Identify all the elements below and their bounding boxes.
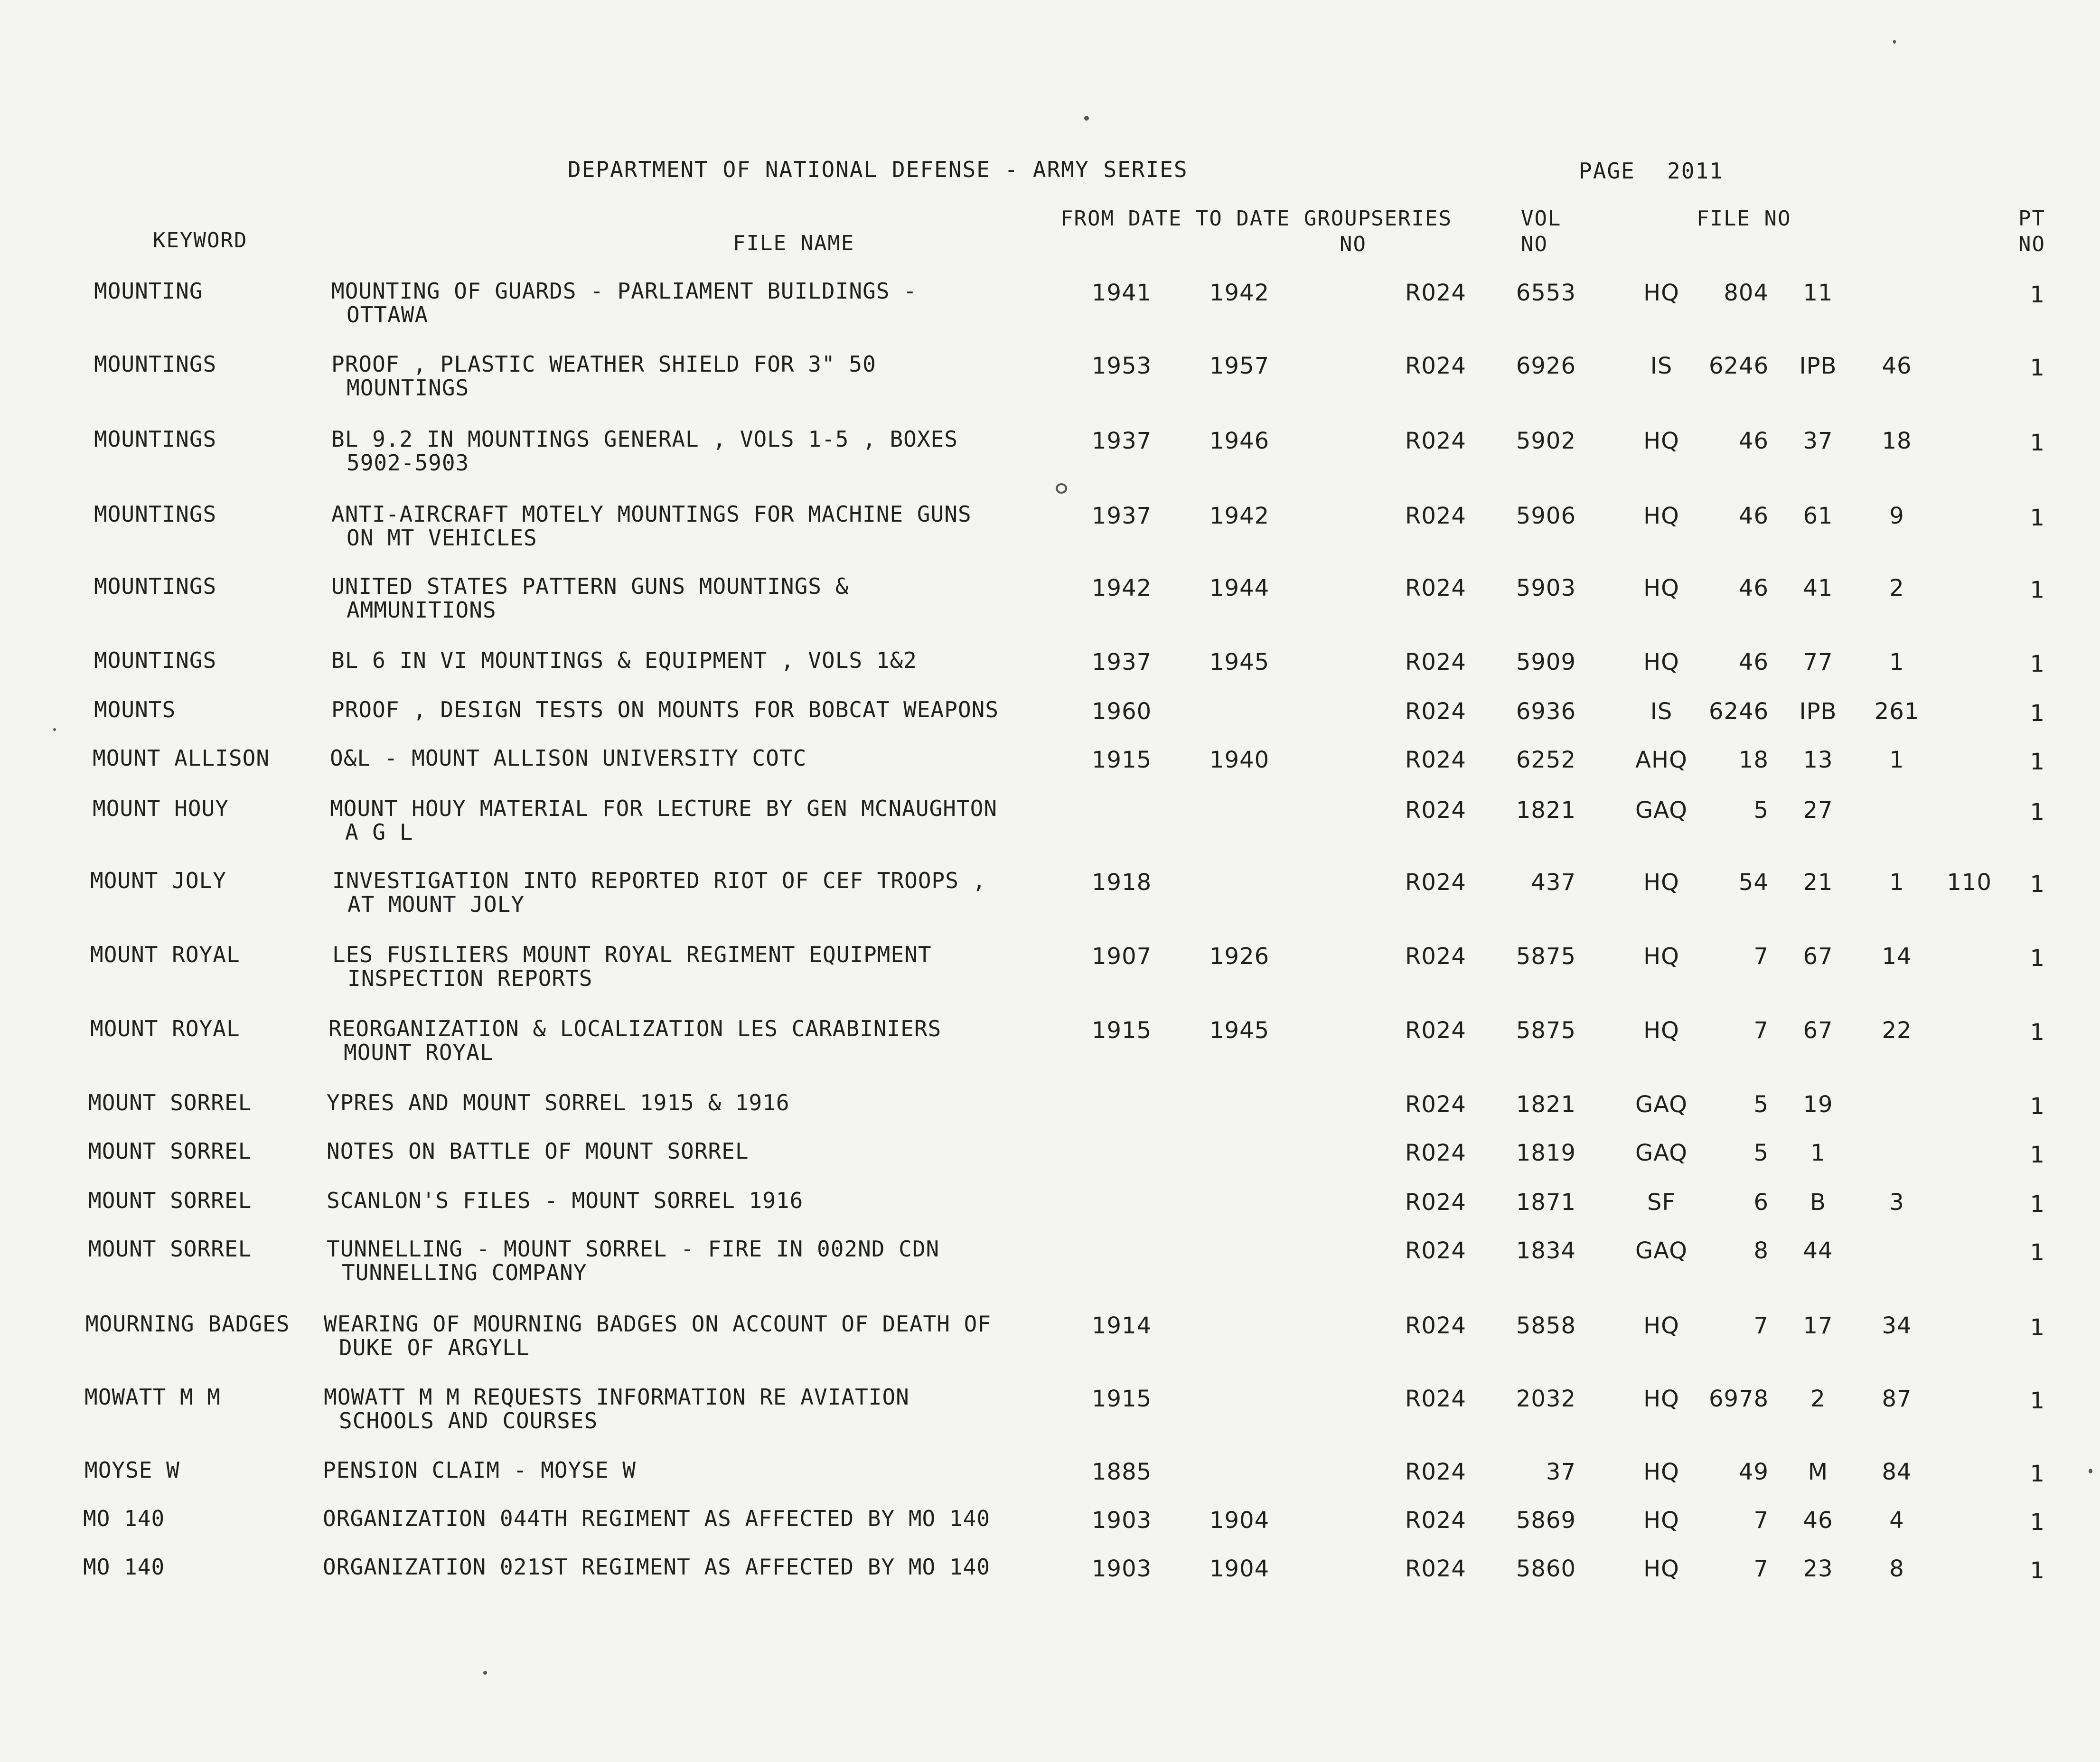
file-sub2-cell: 14	[1882, 943, 1912, 970]
from-date-cell: 1941	[1092, 280, 1152, 306]
file-prefix-cell: HQ	[1643, 1017, 1679, 1044]
keyword-cell: MOUNTINGS	[94, 647, 217, 673]
file-name-line-2: ON MT VEHICLES	[347, 525, 537, 551]
file-name-line-2: MOUNT ROYAL	[344, 1040, 494, 1065]
header-vol-no: NO	[1521, 232, 1548, 256]
to-date-cell: 1957	[1209, 353, 1270, 379]
from-date-cell: 1960	[1092, 698, 1152, 725]
document-title: DEPARTMENT OF NATIONAL DEFENSE - ARMY SERIES	[568, 157, 1188, 182]
file-sub2-cell: 22	[1882, 1017, 1912, 1044]
volume-cell: 5875	[1516, 943, 1576, 970]
series-cell: R024	[1405, 1507, 1466, 1534]
series-cell: R024	[1405, 1237, 1466, 1264]
series-cell: R024	[1405, 943, 1466, 970]
file-sub2-cell: 46	[1882, 353, 1912, 379]
part-no-cell: 1	[2030, 1314, 2045, 1341]
file-name-line-1: UNITED STATES PATTERN GUNS MOUNTINGS &	[331, 573, 849, 599]
file-name-line-1: PROOF , DESIGN TESTS ON MOUNTS FOR BOBCAT WEAPONS	[331, 697, 999, 722]
to-date-cell: 1940	[1209, 747, 1270, 773]
keyword-cell: MOUNTS	[94, 697, 176, 722]
part-no-cell: 1	[2030, 749, 2045, 775]
keyword-cell: MOUNTINGS	[94, 426, 217, 452]
file-sub2-cell: 9	[1889, 503, 1904, 529]
file-sub-cell: 1	[1810, 1140, 1826, 1166]
file-no-cell: 5	[1753, 797, 1769, 824]
from-date-cell: 1937	[1092, 649, 1152, 675]
keyword-cell: MOUNT ROYAL	[90, 942, 240, 967]
file-no-cell: 6246	[1709, 698, 1769, 725]
part-no-cell: 1	[2030, 1142, 2045, 1168]
file-sub-cell: 61	[1803, 503, 1833, 529]
file-no-cell: 7	[1753, 1312, 1769, 1339]
part-no-cell: 1	[2030, 1461, 2045, 1487]
file-no-cell: 6246	[1709, 353, 1769, 379]
file-name-line-1: REORGANIZATION & LOCALIZATION LES CARABINIERS	[328, 1016, 942, 1041]
from-date-cell: 1937	[1092, 503, 1152, 529]
header-group-no: NO	[1340, 232, 1367, 256]
to-date-cell: 1944	[1209, 575, 1270, 601]
from-date-cell: 1942	[1092, 575, 1152, 601]
file-sub-cell: 13	[1803, 747, 1833, 773]
keyword-cell: MOUNTINGS	[94, 501, 217, 527]
part-no-cell: 1	[2030, 700, 2045, 727]
keyword-cell: MOURNING BADGES	[85, 1311, 290, 1337]
to-date-cell: 1946	[1209, 428, 1270, 454]
from-date-cell: 1915	[1092, 747, 1152, 773]
series-cell: R024	[1405, 1459, 1466, 1485]
file-sub2-cell: 2	[1889, 575, 1904, 601]
file-no-cell: 54	[1738, 869, 1769, 896]
file-sub-cell: 21	[1803, 869, 1833, 896]
series-cell: R024	[1405, 1386, 1466, 1412]
to-date-cell: 1942	[1209, 280, 1270, 306]
keyword-cell: MO 140	[83, 1506, 165, 1531]
file-prefix-cell: GAQ	[1635, 1237, 1688, 1264]
file-name-line-2: OTTAWA	[347, 302, 429, 328]
part-no-cell: 1	[2030, 355, 2045, 381]
file-name-line-1: NOTES ON BATTLE OF MOUNT SORREL	[327, 1138, 749, 1164]
keyword-cell: MOUNT JOLY	[90, 868, 226, 893]
file-sub-cell: 37	[1803, 428, 1833, 454]
from-date-cell: 1937	[1092, 428, 1152, 454]
volume-cell: 5902	[1516, 428, 1576, 454]
part-no-cell: 1	[2030, 577, 2045, 603]
file-name-line-1: YPRES AND MOUNT SORREL 1915 & 1916	[327, 1090, 790, 1115]
file-sub-cell: 17	[1803, 1312, 1833, 1339]
file-name-line-2: 5902-5903	[347, 450, 469, 476]
file-name-line-1: BL 6 IN VI MOUNTINGS & EQUIPMENT , VOLS 1&2	[331, 647, 917, 673]
series-cell: R024	[1405, 575, 1466, 601]
file-no-cell: 46	[1738, 503, 1769, 529]
series-cell: R024	[1405, 1189, 1466, 1216]
volume-cell: 5860	[1516, 1556, 1576, 1582]
file-prefix-cell: IS	[1650, 698, 1673, 725]
series-cell: R024	[1405, 698, 1466, 725]
file-sub2-cell: 34	[1882, 1312, 1912, 1339]
volume-cell: 6553	[1516, 280, 1576, 306]
series-cell: R024	[1405, 1091, 1466, 1118]
header-pt-no: NO	[2018, 232, 2045, 256]
file-prefix-cell: HQ	[1643, 943, 1679, 970]
file-sub2-cell: 18	[1882, 428, 1912, 454]
file-prefix-cell: HQ	[1643, 649, 1679, 675]
keyword-cell: MOUNT SORREL	[88, 1138, 252, 1164]
file-name-line-1: ANTI-AIRCRAFT MOTELY MOUNTINGS FOR MACHINE GUNS	[331, 501, 972, 527]
file-name-line-1: WEARING OF MOURNING BADGES ON ACCOUNT OF DEATH OF	[324, 1311, 992, 1337]
file-no-cell: 46	[1738, 649, 1769, 675]
from-date-cell: 1885	[1092, 1459, 1152, 1485]
series-cell: R024	[1405, 428, 1466, 454]
part-no-cell: 1	[2030, 945, 2045, 972]
scan-speck	[1084, 116, 1089, 121]
series-cell: R024	[1405, 353, 1466, 379]
file-sub-cell: M	[1808, 1459, 1828, 1485]
file-sub-cell: 2	[1810, 1386, 1826, 1412]
file-name-line-1: ORGANIZATION 044TH REGIMENT AS AFFECTED BY MO 140	[323, 1506, 991, 1531]
header-vol: VOL	[1521, 206, 1562, 231]
volume-cell: 1834	[1516, 1237, 1576, 1264]
file-sub-cell: 11	[1803, 280, 1833, 306]
from-date-cell: 1914	[1092, 1312, 1152, 1339]
file-name-line-2: A G L	[345, 819, 413, 845]
volume-cell: 1821	[1516, 1091, 1576, 1118]
file-prefix-cell: HQ	[1643, 1312, 1679, 1339]
file-prefix-cell: HQ	[1643, 1459, 1679, 1485]
from-date-cell: 1907	[1092, 943, 1152, 970]
part-no-cell: 1	[2030, 281, 2045, 308]
volume-cell: 5906	[1516, 503, 1576, 529]
keyword-cell: MOWATT M M	[84, 1384, 221, 1410]
file-no-cell: 18	[1738, 747, 1769, 773]
file-prefix-cell: HQ	[1643, 575, 1679, 601]
file-sub2-cell: 4	[1889, 1507, 1904, 1534]
header-from-to-group: FROM DATE TO DATE GROUP	[1060, 206, 1372, 231]
file-no-cell: 6978	[1709, 1386, 1769, 1412]
volume-cell: 6936	[1516, 698, 1576, 725]
file-sub2-cell: 87	[1882, 1386, 1912, 1412]
volume-cell: 1821	[1516, 797, 1576, 824]
header-pt: PT	[2018, 206, 2045, 231]
file-name-line-1: PENSION CLAIM - MOYSE W	[323, 1457, 636, 1483]
file-sub2-cell: 3	[1889, 1189, 1904, 1216]
scan-speck	[2089, 1469, 2092, 1473]
header-file-name: FILE NAME	[733, 231, 855, 255]
volume-cell: 1871	[1516, 1189, 1576, 1216]
file-no-cell: 7	[1753, 1017, 1769, 1044]
file-no-cell: 804	[1724, 280, 1769, 306]
keyword-cell: MOUNT ROYAL	[90, 1016, 240, 1041]
volume-cell: 437	[1531, 869, 1576, 896]
file-sub2-cell: 8	[1889, 1556, 1904, 1582]
file-name-line-2: TUNNELLING COMPANY	[342, 1260, 587, 1285]
part-no-cell: 1	[2030, 505, 2045, 531]
file-no-cell: 49	[1738, 1459, 1769, 1485]
volume-cell: 5869	[1516, 1507, 1576, 1534]
volume-cell: 5875	[1516, 1017, 1576, 1044]
file-sub-cell: B	[1810, 1189, 1826, 1216]
to-date-cell: 1904	[1209, 1507, 1270, 1534]
keyword-cell: MOUNT ALLISON	[93, 745, 270, 771]
scan-speck	[53, 728, 56, 731]
to-date-cell: 1942	[1209, 503, 1270, 529]
file-sub-cell: IPB	[1799, 698, 1837, 725]
from-date-cell: 1903	[1092, 1507, 1152, 1534]
page-number: 2011	[1667, 158, 1724, 184]
header-file-no: FILE NO	[1697, 206, 1791, 231]
series-cell: R024	[1405, 869, 1466, 896]
file-name-line-1: TUNNELLING - MOUNT SORREL - FIRE IN 002ND CDN	[327, 1236, 940, 1262]
keyword-cell: MOYSE W	[84, 1457, 180, 1483]
keyword-cell: MOUNTINGS	[94, 351, 217, 377]
header-keyword: KEYWORD	[153, 228, 248, 253]
file-name-line-2: SCHOOLS AND COURSES	[339, 1408, 598, 1434]
volume-cell: 5858	[1516, 1312, 1576, 1339]
file-sub-cell: 27	[1803, 797, 1833, 824]
part-no-cell: 1	[2030, 1191, 2045, 1218]
file-name-line-2: AT MOUNT JOLY	[347, 891, 525, 917]
to-date-cell: 1945	[1209, 1017, 1270, 1044]
file-sub2-cell: 1	[1889, 747, 1904, 773]
file-sub-cell: 41	[1803, 575, 1833, 601]
series-cell: R024	[1405, 280, 1466, 306]
scan-speck	[483, 1671, 487, 1675]
from-date-cell: 1918	[1092, 869, 1152, 896]
page-label: PAGE	[1579, 158, 1635, 184]
file-sub-cell: 77	[1803, 649, 1833, 675]
from-date-cell: 1915	[1092, 1386, 1152, 1412]
file-sub-cell: 67	[1803, 943, 1833, 970]
series-cell: R024	[1405, 503, 1466, 529]
file-prefix-cell: HQ	[1643, 1386, 1679, 1412]
file-prefix-cell: HQ	[1643, 428, 1679, 454]
from-date-cell: 1903	[1092, 1556, 1152, 1582]
from-date-cell: 1953	[1092, 353, 1152, 379]
series-cell: R024	[1405, 797, 1466, 824]
file-name-line-2: INSPECTION REPORTS	[347, 965, 593, 991]
scan-speck	[1056, 483, 1067, 494]
series-cell: R024	[1405, 747, 1466, 773]
keyword-cell: MOUNT SORREL	[88, 1236, 252, 1262]
file-name-line-1: MOUNT HOUY MATERIAL FOR LECTURE BY GEN MCNAUGHTON	[330, 796, 998, 821]
series-cell: R024	[1405, 1017, 1466, 1044]
file-prefix-cell: HQ	[1643, 1507, 1679, 1534]
series-cell: R024	[1405, 1556, 1466, 1582]
file-name-line-2: AMMUNITIONS	[347, 597, 497, 623]
file-prefix-cell: HQ	[1643, 869, 1679, 896]
part-no-cell: 1	[2030, 651, 2045, 677]
header-series: SERIES	[1371, 206, 1452, 231]
to-date-cell: 1926	[1209, 943, 1270, 970]
keyword-cell: MOUNTING	[94, 278, 203, 304]
file-name-line-1: INVESTIGATION INTO REPORTED RIOT OF CEF TROOPS ,	[332, 868, 986, 893]
file-no-cell: 7	[1753, 943, 1769, 970]
part-no-cell: 1	[2030, 430, 2045, 456]
file-prefix-cell: GAQ	[1635, 1091, 1688, 1118]
keyword-cell: MO 140	[83, 1554, 165, 1580]
file-prefix-cell: GAQ	[1635, 1140, 1688, 1166]
file-sub-cell: 67	[1803, 1017, 1833, 1044]
file-no-cell: 8	[1753, 1237, 1769, 1264]
file-sub2-cell: 1	[1889, 649, 1904, 675]
part-no-cell: 1	[2030, 799, 2045, 825]
file-name-line-1: MOUNTING OF GUARDS - PARLIAMENT BUILDINGS -	[331, 278, 917, 304]
series-cell: R024	[1405, 649, 1466, 675]
file-name-line-1: O&L - MOUNT ALLISON UNIVERSITY COTC	[330, 745, 807, 771]
file-prefix-cell: SF	[1647, 1189, 1676, 1216]
volume-cell: 6252	[1516, 747, 1576, 773]
file-sub2-cell: 84	[1882, 1459, 1912, 1485]
file-prefix-cell: HQ	[1643, 503, 1679, 529]
keyword-cell: MOUNT HOUY	[93, 796, 229, 821]
file-sub-cell: 44	[1803, 1237, 1833, 1264]
keyword-cell: MOUNTINGS	[94, 573, 217, 599]
volume-cell: 6926	[1516, 353, 1576, 379]
volume-cell: 1819	[1516, 1140, 1576, 1166]
file-no-cell: 5	[1753, 1140, 1769, 1166]
file-name-line-1: LES FUSILIERS MOUNT ROYAL REGIMENT EQUIPMENT	[332, 942, 932, 967]
volume-cell: 37	[1546, 1459, 1576, 1485]
file-prefix-cell: GAQ	[1635, 797, 1688, 824]
file-name-line-1: BL 9.2 IN MOUNTINGS GENERAL , VOLS 1-5 , BOXES	[331, 426, 958, 452]
file-no-cell: 7	[1753, 1556, 1769, 1582]
file-sub-cell: 46	[1803, 1507, 1833, 1534]
series-cell: R024	[1405, 1140, 1466, 1166]
file-no-cell: 7	[1753, 1507, 1769, 1534]
part-no-cell: 1	[2030, 1019, 2045, 1046]
file-sub-cell: IPB	[1799, 353, 1837, 379]
file-sub3-cell: 110	[1947, 869, 1992, 896]
to-date-cell: 1945	[1209, 649, 1270, 675]
part-no-cell: 1	[2030, 1557, 2045, 1584]
file-name-line-1: SCANLON'S FILES - MOUNT SORREL 1916	[327, 1188, 804, 1213]
file-prefix-cell: IS	[1650, 353, 1673, 379]
file-prefix-cell: HQ	[1643, 1556, 1679, 1582]
volume-cell: 5909	[1516, 649, 1576, 675]
file-prefix-cell: AHQ	[1635, 747, 1688, 773]
file-name-line-1: ORGANIZATION 021ST REGIMENT AS AFFECTED BY MO 140	[323, 1554, 991, 1580]
to-date-cell: 1904	[1209, 1556, 1270, 1582]
keyword-cell: MOUNT SORREL	[88, 1188, 252, 1213]
part-no-cell: 1	[2030, 871, 2045, 898]
series-cell: R024	[1405, 1312, 1466, 1339]
file-prefix-cell: HQ	[1643, 280, 1679, 306]
volume-cell: 5903	[1516, 575, 1576, 601]
file-name-line-2: DUKE OF ARGYLL	[339, 1335, 530, 1360]
part-no-cell: 1	[2030, 1093, 2045, 1120]
file-no-cell: 6	[1753, 1189, 1769, 1216]
keyword-cell: MOUNT SORREL	[88, 1090, 252, 1115]
part-no-cell: 1	[2030, 1239, 2045, 1266]
scan-speck	[1893, 40, 1896, 44]
file-name-line-1: MOWATT M M REQUESTS INFORMATION RE AVIATION	[324, 1384, 909, 1410]
file-name-line-1: PROOF , PLASTIC WEATHER SHIELD FOR 3" 50	[331, 351, 876, 377]
file-no-cell: 46	[1738, 575, 1769, 601]
file-no-cell: 46	[1738, 428, 1769, 454]
file-sub2-cell: 261	[1874, 698, 1920, 725]
file-no-cell: 5	[1753, 1091, 1769, 1118]
file-name-line-2: MOUNTINGS	[347, 375, 469, 401]
file-sub2-cell: 1	[1889, 869, 1904, 896]
volume-cell: 2032	[1516, 1386, 1576, 1412]
from-date-cell: 1915	[1092, 1017, 1152, 1044]
file-sub-cell: 23	[1803, 1556, 1833, 1582]
part-no-cell: 1	[2030, 1509, 2045, 1536]
file-sub-cell: 19	[1803, 1091, 1833, 1118]
part-no-cell: 1	[2030, 1387, 2045, 1414]
